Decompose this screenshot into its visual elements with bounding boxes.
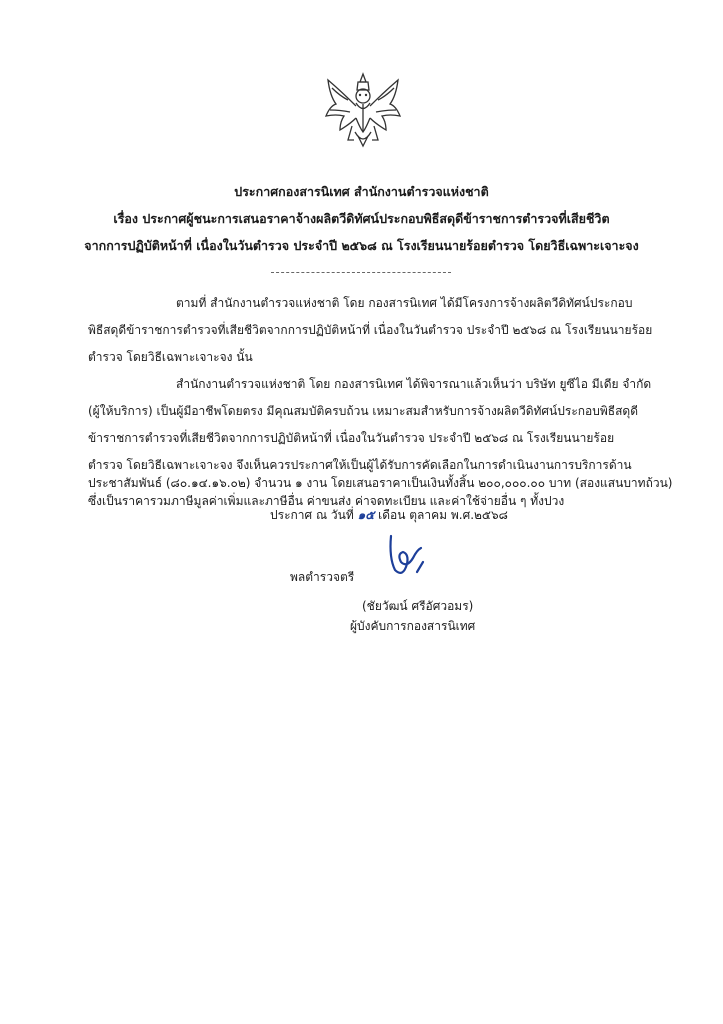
header-subject: เรื่อง ประกาศผู้ชนะการเสนอราคาจ้างผลิตวีดิทัศน์ประกอบพิธีสดุดีข้าราชการตำรวจที่เสียชีวิต [113,211,610,226]
header-line-3: จากการปฏิบัติหน้าที่ เนื่องในวันตำรวจ ประจำปี ๒๕๖๘ ณ โรงเรียนนายร้อยตำรวจ โดยวิธีเฉพาะเจาะจง [84,238,639,253]
garuda-emblem-icon [322,70,404,150]
paragraph-1-line-3: ตำรวจ โดยวิธีเฉพาะเจาะจง นั้น [88,350,253,364]
paragraph-1-line-1: ตามที่ สำนักงานตำรวจแห่งชาติ โดย กองสารนิเทศ ได้มีโครงการจ้างผลิตวีดิทัศน์ประกอบ [176,296,633,310]
handwritten-signature-icon [385,528,427,584]
date-prefix: ประกาศ ณ วันที่ [270,508,354,522]
paragraph-1-line-2: พิธีสดุดีข้าราชการตำรวจที่เสียชีวิตจากการปฏิบัติหน้าที่ เนื่องในวันตำรวจ ประจำปี ๒๕๖๘ ณ โรงเรียนนายร้อย [88,323,653,337]
paragraph-2-line-2: (ผู้ให้บริการ) เป็นผู้มีอาชีพโดยตรง มีคุณสมบัติครบถ้วน เหมาะสมสำหรับการจ้างผลิตวีดิทัศน์ประกอบพิธีสดุดี [88,404,638,418]
paragraph-2-line-4: ตำรวจ โดยวิธีเฉพาะเจาะจง จึงเห็นควรประกาศให้เป็นผู้ได้รับการคัดเลือกในการดำเนินงานการบริการด้าน [88,458,632,472]
header-line-1: ประกาศกองสารนิเทศ สำนักงานตำรวจแห่งชาติ [234,184,489,199]
header-divider [271,272,451,273]
paragraph-2-line-3: ข้าราชการตำรวจที่เสียชีวิตจากการปฏิบัติหน้าที่ เนื่องในวันตำรวจ ประจำปี ๒๕๖๘ ณ โรงเรียนนายร้อย [88,431,615,445]
date-day: ๑๕ [357,508,375,522]
paragraph-2-line-5: ประชาสัมพันธ์ (๘๐.๑๔.๑๖.๐๒) จำนวน ๑ งาน โดยเสนอราคาเป็นเงินทั้งสิ้น ๒๐๐,๐๐๐.๐๐ บาท (สองแสนบาทถ้วน) [88,476,673,490]
paragraph-2-line-6: ซึ่งเป็นราคารวมภาษีมูลค่าเพิ่มและภาษีอื่น ค่าขนส่ง ค่าจดทะเบียน และค่าใช้จ่ายอื่น ๆ ทั้งปวง [88,494,565,508]
signer-name: (ชัยวัฒน์ ศรีอัศวอมร) [362,599,474,613]
paragraph-2-line-1: สำนักงานตำรวจแห่งชาติ โดย กองสารนิเทศ ได้พิจารณาแล้วเห็นว่า บริษัท ยูซีไอ มีเดีย จำกัด [176,377,652,391]
announcement-date [270,506,508,525]
date-suffix: เดือน ตุลาคม พ.ศ.๒๕๖๘ [378,508,508,522]
signer-rank: พลตำรวจตรี [290,570,355,584]
signer-title: ผู้บังคับการกองสารนิเทศ [350,619,476,633]
